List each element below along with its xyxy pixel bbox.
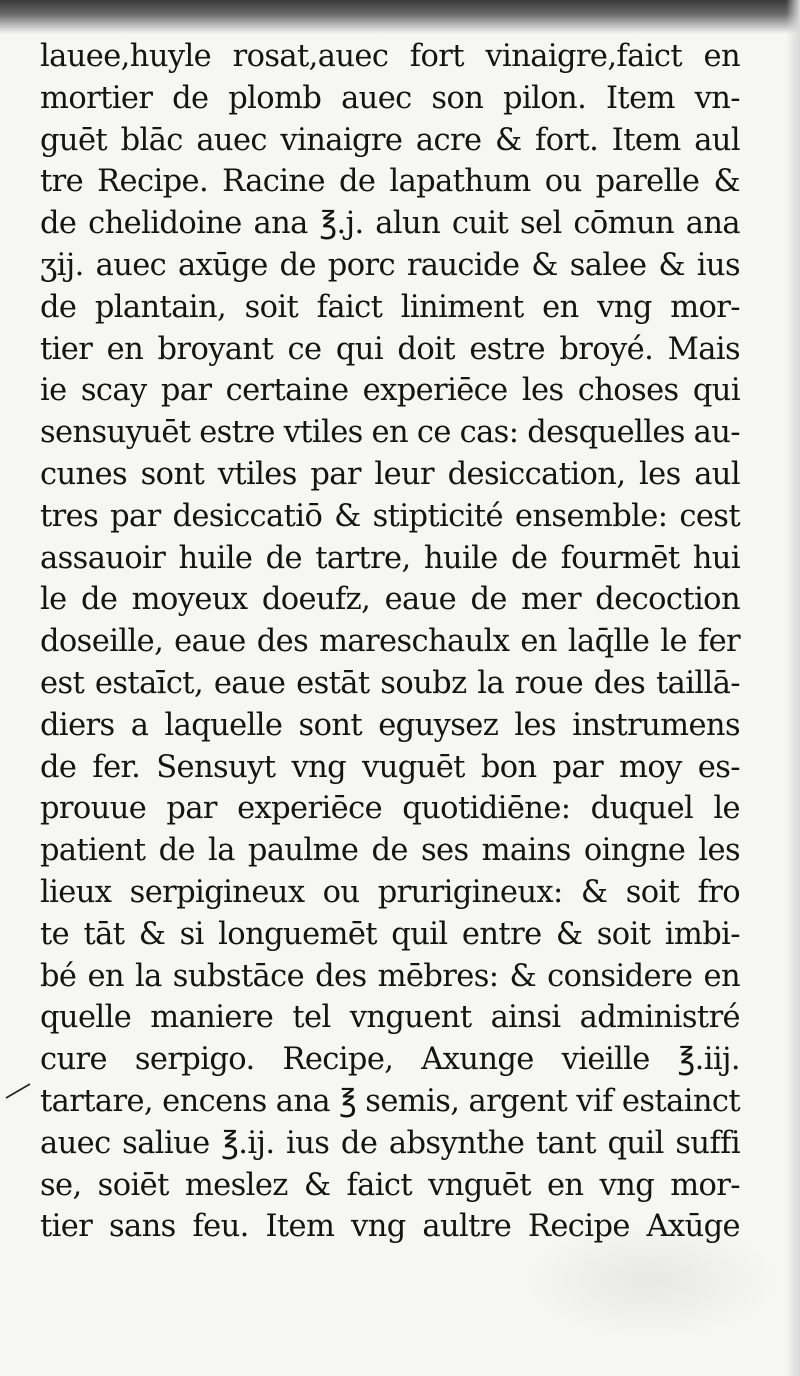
text-line: patient de la paulme de ses mains oingne les: [40, 833, 740, 869]
text-line: tre Recipe. Racine de lapathum ou parelle &: [40, 164, 740, 200]
text-line: bé en la substāce des mēbres: & considere en: [40, 958, 740, 994]
text-line: ie scay par certaine experiēce les choses qui: [40, 373, 740, 409]
text-line: prouue par experiēce quotidiēne: duquel le: [40, 791, 740, 827]
text-line: tartare, encens ana ℥ semis, argent vif estainct: [40, 1083, 740, 1119]
text-line: tier en broyant ce qui doit estre broyé. Mais: [40, 331, 740, 367]
text-line: assauoir huile de tartre, huile de fourmēt hui: [40, 540, 740, 576]
text-line: de chelidoine ana ℥.j. alun cuit sel cōmun ana: [40, 206, 740, 242]
page-right-shadow: [786, 0, 800, 1376]
text-line: ʒij. auec axūge de porc raucide & salee & ius: [40, 247, 740, 283]
text-line: cunes sont vtiles par leur desiccation, les aul: [40, 456, 740, 492]
text-line: de fer. Sensuyt vng vuguēt bon par moy es-: [40, 749, 740, 785]
text-line: tier sans feu. Item vng aultre Recipe Axūge: [40, 1209, 740, 1245]
text-line: cure serpigo. Recipe, Axunge vieille ℥.iij.: [40, 1042, 740, 1078]
text-line: auec saliue ℥.ij. ius de absynthe tant quil suffi: [40, 1125, 740, 1161]
text-line: de plantain, soit faict liniment en vng mor-: [40, 289, 740, 325]
text-line: mortier de plomb auec son pilon. Item vn-: [40, 80, 740, 116]
text-line: quelle maniere tel vnguent ainsi administré: [40, 1000, 740, 1036]
text-line: lauee,huyle rosat,auec fort vinaigre,faict en: [40, 39, 740, 74]
text-line: sensuyuēt estre vtiles en ce cas: desquelles au-: [40, 415, 740, 451]
text-line: guēt blāc auec vinaigre acre & fort. Item aul: [40, 122, 740, 158]
margin-stroke-mark: [4, 1080, 34, 1100]
text-line: tres par desiccatiō & stipticité ensemble: cest: [40, 498, 740, 534]
body-text: [40, 36, 740, 1248]
text-line: le de moyeux doeufz, eaue de mer decoction: [40, 582, 740, 618]
text-line: diers a laquelle sont eguysez les instrumens: [40, 707, 740, 743]
page-top-shadow: [0, 0, 800, 34]
text-line: doseille, eaue des mareschaulx en laq̄lle le fer: [40, 624, 740, 660]
text-line: lieux serpigineux ou prurigineux: & soit fro: [40, 874, 740, 910]
text-line: est estaīct, eaue estāt soubz la roue des taillā-: [40, 665, 740, 701]
text-line: te tāt & si longuemēt quil entre & soit imbi-: [40, 916, 740, 952]
text-line: se, soiēt meslez & faict vnguēt en vng mor-: [40, 1167, 740, 1203]
